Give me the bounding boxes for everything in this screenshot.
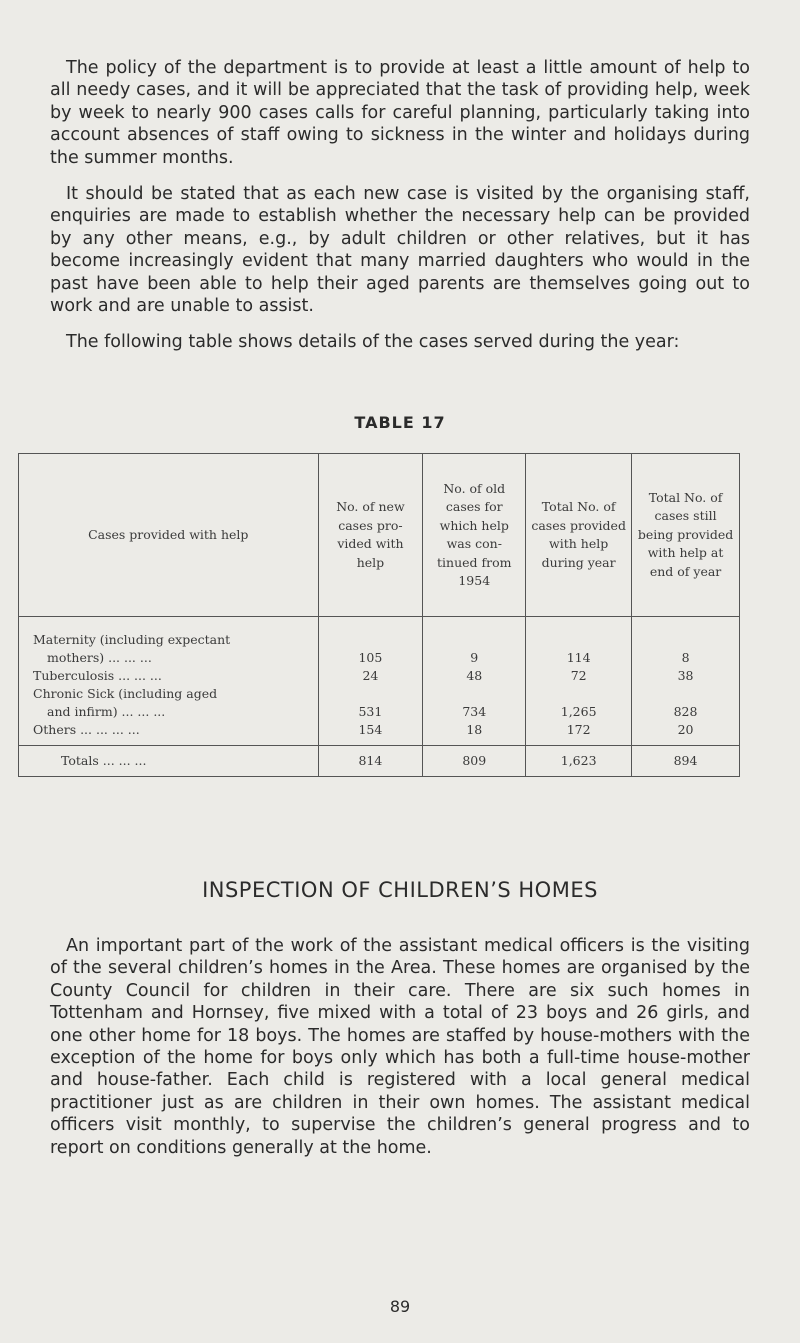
cell: 894 — [632, 746, 740, 777]
row-label: Maternity (including expectant — [19, 617, 319, 650]
section-text — [50, 935, 750, 1173]
cell: 814 — [318, 746, 423, 777]
cell: 72 — [526, 667, 632, 685]
section-heading: INSPECTION OF CHILDREN’S HOMES — [202, 878, 598, 902]
paragraph-table-intro: The following table shows details of the cases served during the year: — [66, 332, 680, 353]
cell: 114 — [526, 649, 632, 667]
row-label: Others ... ... ... ... — [19, 721, 319, 746]
row-label-cont: and infirm) ... ... ... — [19, 703, 319, 721]
page-number: 89 — [389, 1297, 411, 1316]
header-new-cases: No. of new cases pro- vided with help — [318, 454, 423, 617]
table-row-tuberculosis — [19, 667, 740, 685]
table-row-chronic-label — [19, 685, 740, 703]
cell: 20 — [632, 721, 740, 746]
table-row-totals — [19, 746, 740, 777]
paragraph-childrens-homes: An important part of the work of the assistant medical officers is the visiting of the several children’s homes in the Area. These homes are organised by the County Council for children in their care. There are six such homes in Tottenham and Hornsey, five mixed with a total of 23 boys and 26 girls, and one other home for 18 boys. The homes are staffed by house-mothers with the exception of the home for boys only which has both a full-time house-mother and house-father. Each child is registered with a local general medical practitioner just as are children in their own homes. The assistant medical officers visit monthly, to supervise the children’s general progress and to report on conditions generally at the home. — [50, 936, 750, 1158]
cases-table — [18, 453, 740, 777]
header-old-cases: No. of old cases for which help was con- tinued from 1954 — [423, 454, 526, 617]
header-cases: Cases provided with help — [19, 454, 319, 617]
paragraph-policy: The policy of the department is to provide at least a little amount of help to all needy cases, and it will be appreciated that the task of providing help, week by week to nearly 900 cases calls for careful planning, particularly taking into account absences of staff owing to sickness in the winter and holidays during the summer months. — [50, 58, 750, 168]
intro-text — [50, 57, 750, 368]
cell: 734 — [423, 703, 526, 721]
cell: 1,265 — [526, 703, 632, 721]
row-label-cont: mothers) ... ... ... — [19, 649, 319, 667]
header-total-during-year: Total No. of cases provided with help during year — [526, 454, 632, 617]
totals-label: Totals ... ... ... — [19, 746, 319, 777]
cell: 828 — [632, 703, 740, 721]
cell: 105 — [318, 649, 423, 667]
cell: 1,623 — [526, 746, 632, 777]
cell: 154 — [318, 721, 423, 746]
cell: 18 — [423, 721, 526, 746]
cell: 38 — [632, 667, 740, 685]
row-label: Chronic Sick (including aged — [19, 685, 319, 703]
row-label: Tuberculosis ... ... ... — [19, 667, 319, 685]
cell: 24 — [318, 667, 423, 685]
table-row-maternity — [19, 649, 740, 667]
paragraph-enquiries: It should be stated that as each new case is visited by the organising staff, enquiries are made to establish whether the necessary help can be provided by any other means, e.g., by adult children or other relatives, but it has become increasingly evident that many married daughters who would in the past have been able to help their aged parents are themselves going out to work and are unable to assist. — [50, 184, 750, 317]
table-row-others — [19, 721, 740, 746]
table-row-chronic — [19, 703, 740, 721]
table-row-maternity-label — [19, 617, 740, 650]
cell: 172 — [526, 721, 632, 746]
cell: 48 — [423, 667, 526, 685]
cell: 531 — [318, 703, 423, 721]
table-header-row — [19, 454, 740, 617]
cell: 8 — [632, 649, 740, 667]
table-caption: TABLE 17 — [354, 413, 446, 432]
header-total-end-of-year: Total No. of cases still being provided with help at end of year — [632, 454, 740, 617]
cell: 9 — [423, 649, 526, 667]
cell: 809 — [423, 746, 526, 777]
